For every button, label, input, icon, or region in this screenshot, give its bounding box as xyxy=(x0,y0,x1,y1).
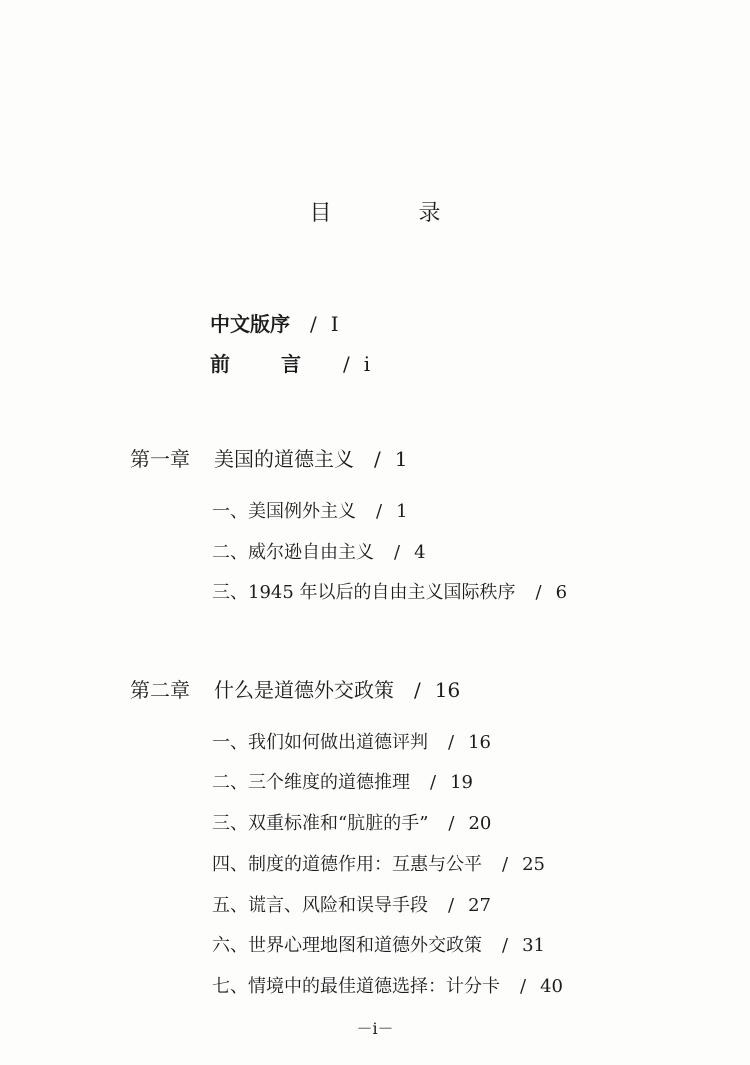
chapter-page: 16 xyxy=(434,678,461,702)
separator: / xyxy=(414,678,421,702)
section-page: 20 xyxy=(468,813,492,834)
section-page: 19 xyxy=(450,772,473,793)
toc-chapter-1[interactable] xyxy=(130,443,407,472)
section-label: 七、情境中的最佳道德选择：计分卡 xyxy=(212,976,500,997)
separator: / xyxy=(502,935,509,956)
toc-section[interactable] xyxy=(212,809,491,835)
section-label: 一、美国例外主义 xyxy=(212,501,356,522)
chapter-number: 第二章 xyxy=(130,678,190,702)
separator: / xyxy=(448,813,455,834)
toc-chapter-2[interactable] xyxy=(130,674,460,703)
section-label: 四、制度的道德作用：互惠与公平 xyxy=(212,854,482,875)
chapter-number: 第一章 xyxy=(130,447,190,471)
toc-section[interactable] xyxy=(212,931,545,957)
chapter-title: 什么是道德外交政策 xyxy=(214,678,394,702)
toc-section[interactable] xyxy=(212,768,473,794)
section-label: 三、1945 年以后的自由主义国际秩序 xyxy=(212,582,516,603)
separator: / xyxy=(448,732,455,753)
entry-page: i xyxy=(363,352,371,376)
separator: / xyxy=(430,772,437,793)
chapter-title: 美国的道德主义 xyxy=(214,447,354,471)
separator: / xyxy=(394,542,401,563)
toc-entry-foreword[interactable] xyxy=(210,348,370,377)
section-page: 6 xyxy=(555,582,568,603)
section-label: 二、三个维度的道德推理 xyxy=(212,772,410,793)
toc-section[interactable] xyxy=(212,538,426,564)
separator: / xyxy=(376,501,383,522)
page-number: －i－ xyxy=(356,1019,394,1038)
section-page: 16 xyxy=(468,732,491,753)
toc-section[interactable] xyxy=(212,972,563,998)
separator: / xyxy=(502,854,509,875)
section-page: 4 xyxy=(414,542,426,563)
section-page: 40 xyxy=(540,976,563,997)
entry-label: 前 言 xyxy=(210,352,323,376)
toc-section[interactable] xyxy=(212,497,408,523)
section-page: 27 xyxy=(468,895,491,916)
section-label: 五、谎言、风险和误导手段 xyxy=(212,895,428,916)
separator: / xyxy=(374,447,381,471)
section-page: 25 xyxy=(522,854,545,875)
toc-section[interactable] xyxy=(212,891,491,917)
section-label: 三、双重标准和“肮脏的手” xyxy=(212,813,429,834)
chapter-page: 1 xyxy=(394,447,408,471)
entry-page: I xyxy=(330,312,339,336)
toc-section[interactable] xyxy=(212,850,545,876)
toc-section[interactable] xyxy=(212,728,491,754)
section-page: 31 xyxy=(522,935,545,956)
page-title: 目 录 xyxy=(309,201,481,226)
section-page: 1 xyxy=(396,501,408,522)
toc-section[interactable] xyxy=(212,578,567,604)
section-label: 六、世界心理地图和道德外交政策 xyxy=(212,935,482,956)
separator: / xyxy=(535,582,542,603)
entry-label: 中文版序 xyxy=(210,312,290,336)
separator: / xyxy=(342,352,350,376)
section-label: 二、威尔逊自由主义 xyxy=(212,542,374,563)
toc-entry-preface[interactable] xyxy=(210,308,339,337)
separator: / xyxy=(520,976,527,997)
separator: / xyxy=(310,312,317,336)
separator: / xyxy=(448,895,455,916)
section-label: 一、我们如何做出道德评判 xyxy=(212,732,428,753)
